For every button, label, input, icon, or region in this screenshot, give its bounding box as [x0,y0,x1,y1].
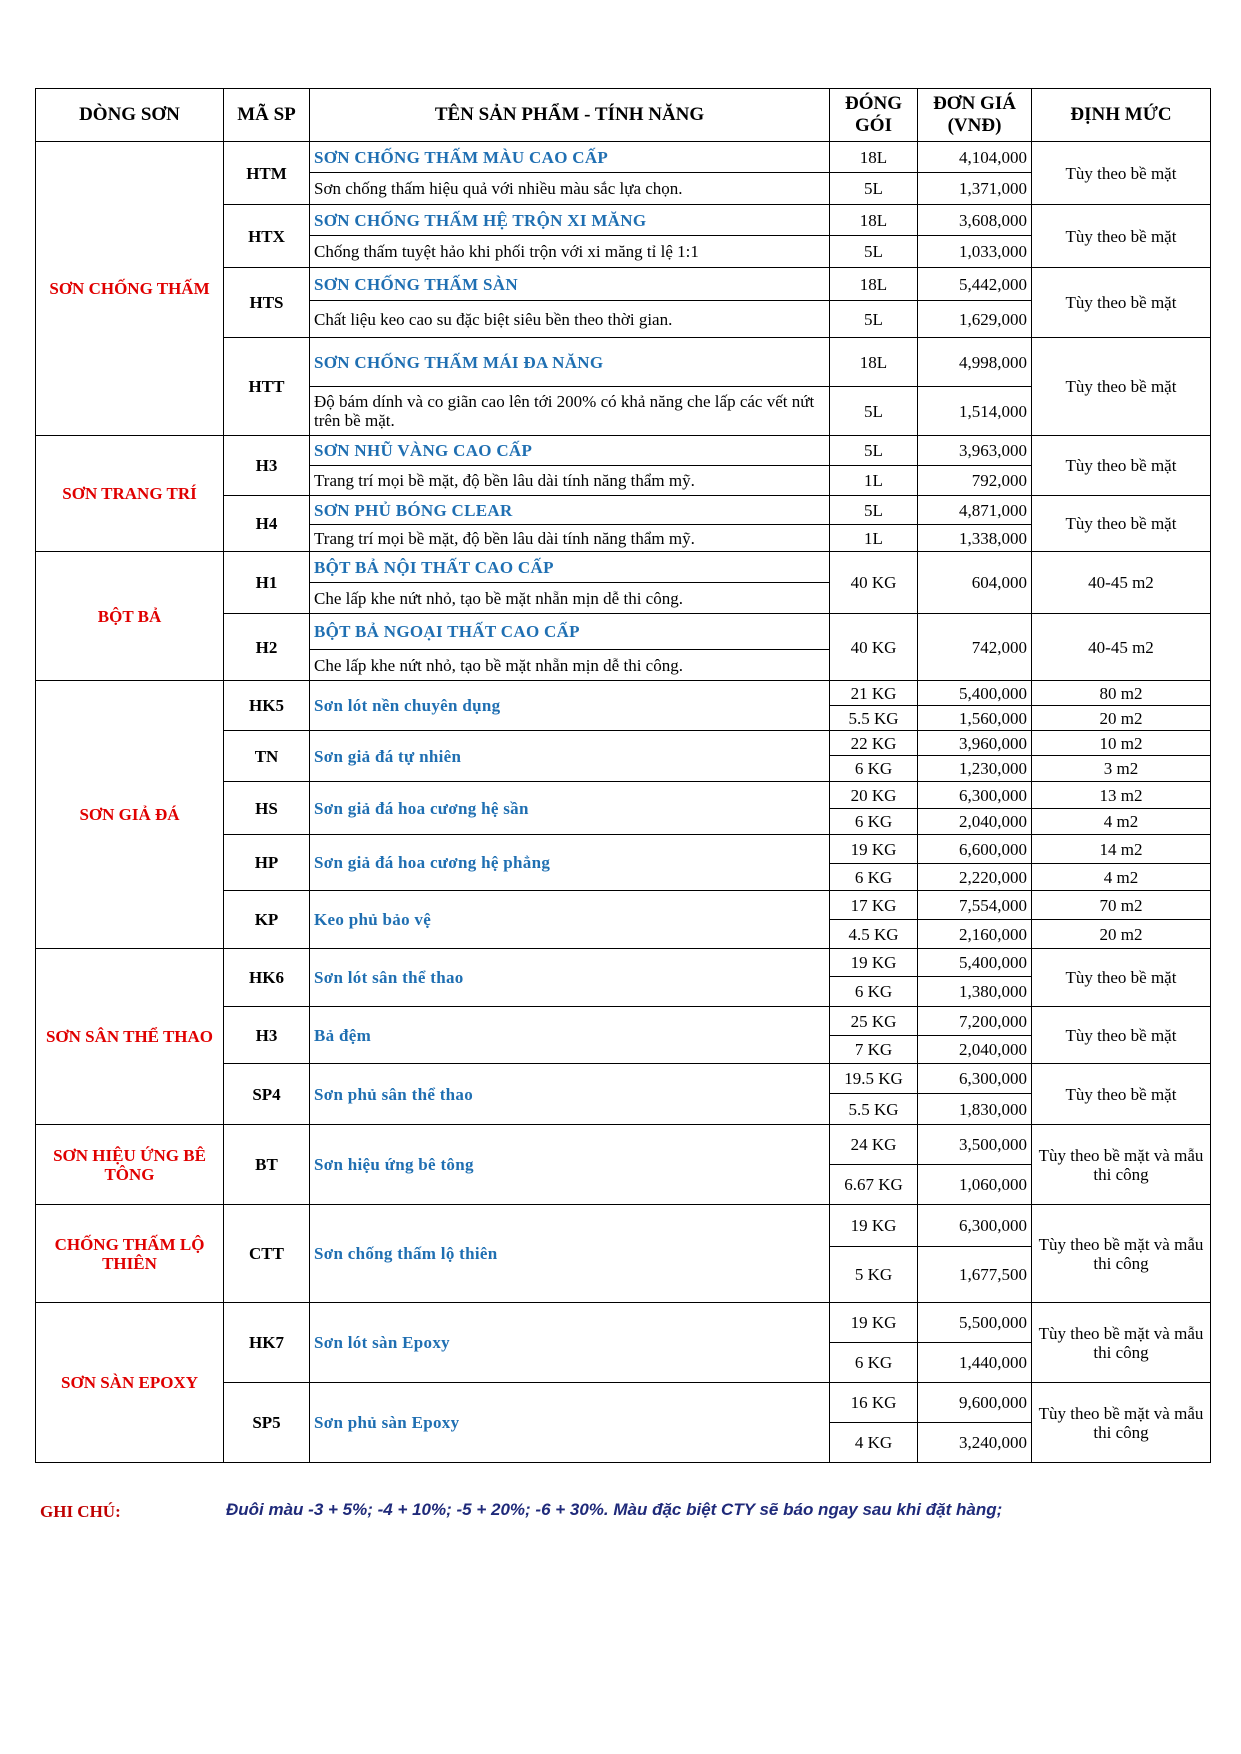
product-name: Keo phủ bảo vệ [310,891,830,949]
unit-price: 1,338,000 [918,525,1032,552]
unit-price: 3,240,000 [918,1423,1032,1463]
product-name: SƠN CHỐNG THẤM HỆ TRỘN XI MĂNG [310,205,830,236]
unit-price: 5,442,000 [918,268,1032,301]
product-code: HK6 [224,949,310,1007]
product-code: SP4 [224,1064,310,1125]
table-row [36,436,1211,466]
package-size: 21 KG [830,681,918,706]
unit-price: 1,830,000 [918,1094,1032,1125]
product-description: Độ bám dính và co giãn cao lên tới 200% có khả năng che lấp các vết nứt trên bề mặt. [310,387,830,436]
category-bot-ba: BỘT BẢ [36,552,224,681]
package-size: 18L [830,338,918,387]
coverage-norm: Tùy theo bề mặt [1032,496,1211,552]
product-name: Sơn giả đá hoa cương hệ sần [310,782,830,835]
product-code: HTT [224,338,310,436]
unit-price: 1,514,000 [918,387,1032,436]
unit-price: 1,371,000 [918,173,1032,205]
product-code: H1 [224,552,310,614]
product-code: SP5 [224,1383,310,1463]
package-size: 4.5 KG [830,920,918,949]
note-text: Đuôi màu -3 + 5%; -4 + 10%; -5 + 20%; -6 + 30%. Màu đặc biệt CTY sẽ báo ngay sau khi đặt hàng; [226,1500,1003,1519]
product-description: Sơn chống thấm hiệu quả với nhiều màu sắc lựa chọn. [310,173,830,205]
package-size: 5.5 KG [830,706,918,731]
col-header-dong-goi: ĐÓNG GÓI [830,89,918,142]
unit-price: 792,000 [918,466,1032,496]
coverage-norm: Tùy theo bề mặt và mẫu thi công [1032,1303,1211,1383]
coverage-norm: Tùy theo bề mặt [1032,205,1211,268]
package-size: 6 KG [830,977,918,1007]
table-row [36,1125,1211,1165]
package-size: 1L [830,525,918,552]
package-size: 5L [830,496,918,525]
unit-price: 3,963,000 [918,436,1032,466]
unit-price: 5,400,000 [918,949,1032,977]
unit-price: 4,104,000 [918,142,1032,173]
category-son-gia-da: SƠN GIẢ ĐÁ [36,681,224,949]
coverage-norm: 20 m2 [1032,706,1211,731]
unit-price: 1,677,500 [918,1247,1032,1303]
unit-price: 6,600,000 [918,835,1032,864]
unit-price: 604,000 [918,552,1032,614]
product-description: Chống thấm tuyệt hảo khi phối trộn với xi măng tỉ lệ 1:1 [310,236,830,268]
category-son-trang-tri: SƠN TRANG TRÍ [36,436,224,552]
coverage-norm: 40-45 m2 [1032,552,1211,614]
package-size: 6 KG [830,809,918,835]
package-size: 16 KG [830,1383,918,1423]
product-code: H4 [224,496,310,552]
unit-price: 1,230,000 [918,756,1032,782]
product-description: Trang trí mọi bề mặt, độ bền lâu dài tính năng thẩm mỹ. [310,525,830,552]
product-code: KP [224,891,310,949]
table-row [36,552,1211,583]
coverage-norm: Tùy theo bề mặt [1032,1007,1211,1064]
product-code: HK7 [224,1303,310,1383]
col-header-ma-sp: MÃ SP [224,89,310,142]
unit-price: 5,500,000 [918,1303,1032,1343]
unit-price: 742,000 [918,614,1032,681]
table-row [36,1205,1211,1247]
package-size: 5.5 KG [830,1094,918,1125]
product-name: Sơn phủ sân thể thao [310,1064,830,1125]
product-name: Sơn lót nền chuyên dụng [310,681,830,731]
package-size: 6 KG [830,864,918,891]
package-size: 1L [830,466,918,496]
header-row [36,89,1211,142]
package-size: 40 KG [830,552,918,614]
category-son-hieu-ung-be-tong: SƠN HIỆU ỨNG BÊ TÔNG [36,1125,224,1205]
category-chong-tham-lo-thien: CHỐNG THẤM LỘ THIÊN [36,1205,224,1303]
package-size: 19 KG [830,1303,918,1343]
product-name: SƠN PHỦ BÓNG CLEAR [310,496,830,525]
package-size: 25 KG [830,1007,918,1036]
package-size: 19 KG [830,1205,918,1247]
coverage-norm: 20 m2 [1032,920,1211,949]
product-name: SƠN CHỐNG THẤM MÀU CAO CẤP [310,142,830,173]
product-code: HS [224,782,310,835]
package-size: 5 KG [830,1247,918,1303]
unit-price: 2,160,000 [918,920,1032,949]
coverage-norm: Tùy theo bề mặt [1032,338,1211,436]
table-row [36,1303,1211,1343]
product-name: Sơn giả đá tự nhiên [310,731,830,782]
coverage-norm: Tùy theo bề mặt [1032,1064,1211,1125]
product-code: BT [224,1125,310,1205]
unit-price: 9,600,000 [918,1383,1032,1423]
col-header-don-gia: ĐƠN GIÁ (VNĐ) [918,89,1032,142]
package-size: 24 KG [830,1125,918,1165]
product-code: HTM [224,142,310,205]
package-size: 6 KG [830,1343,918,1383]
col-header-dong-son: DÒNG SƠN [36,89,224,142]
package-size: 18L [830,205,918,236]
package-size: 5L [830,387,918,436]
coverage-norm: 4 m2 [1032,809,1211,835]
price-list-table [35,88,1211,1463]
product-code: HTX [224,205,310,268]
unit-price: 4,871,000 [918,496,1032,525]
product-name: SƠN CHỐNG THẤM MÁI ĐA NĂNG [310,338,830,387]
unit-price: 6,300,000 [918,1205,1032,1247]
unit-price: 2,040,000 [918,1036,1032,1064]
unit-price: 3,960,000 [918,731,1032,756]
package-size: 18L [830,142,918,173]
product-name: BỘT BẢ NỘI THẤT CAO CẤP [310,552,830,583]
product-code: H3 [224,1007,310,1064]
unit-price: 1,440,000 [918,1343,1032,1383]
package-size: 5L [830,301,918,338]
product-code: HK5 [224,681,310,731]
product-name: Bả đệm [310,1007,830,1064]
unit-price: 3,608,000 [918,205,1032,236]
package-size: 19 KG [830,835,918,864]
product-code: H2 [224,614,310,681]
unit-price: 1,560,000 [918,706,1032,731]
product-code: HP [224,835,310,891]
product-name: BỘT BẢ NGOẠI THẤT CAO CẤP [310,614,830,650]
product-name: SƠN CHỐNG THẤM SÀN [310,268,830,301]
package-size: 6 KG [830,756,918,782]
product-name: Sơn lót sàn Epoxy [310,1303,830,1383]
product-code: TN [224,731,310,782]
coverage-norm: 3 m2 [1032,756,1211,782]
product-description: Che lấp khe nứt nhỏ, tạo bề mặt nhẵn mịn dễ thi công. [310,583,830,614]
package-size: 18L [830,268,918,301]
package-size: 6.67 KG [830,1165,918,1205]
unit-price: 1,629,000 [918,301,1032,338]
unit-price: 1,033,000 [918,236,1032,268]
category-son-san-epoxy: SƠN SÀN EPOXY [36,1303,224,1463]
product-code: CTT [224,1205,310,1303]
unit-price: 4,998,000 [918,338,1032,387]
unit-price: 3,500,000 [918,1125,1032,1165]
package-size: 5L [830,173,918,205]
package-size: 19 KG [830,949,918,977]
unit-price: 7,200,000 [918,1007,1032,1036]
product-name: Sơn lót sân thể thao [310,949,830,1007]
col-header-ten-san-pham: TÊN SẢN PHẨM - TÍNH NĂNG [310,89,830,142]
coverage-norm: 4 m2 [1032,864,1211,891]
coverage-norm: 14 m2 [1032,835,1211,864]
coverage-norm: Tùy theo bề mặt [1032,268,1211,338]
package-size: 17 KG [830,891,918,920]
unit-price: 6,300,000 [918,1064,1032,1094]
coverage-norm: Tùy theo bề mặt và mẫu thi công [1032,1125,1211,1205]
product-description: Chất liệu keo cao su đặc biệt siêu bền theo thời gian. [310,301,830,338]
coverage-norm: Tùy theo bề mặt và mẫu thi công [1032,1383,1211,1463]
unit-price: 1,060,000 [918,1165,1032,1205]
product-name: Sơn hiệu ứng bê tông [310,1125,830,1205]
product-name: Sơn giả đá hoa cương hệ phẳng [310,835,830,891]
unit-price: 2,220,000 [918,864,1032,891]
coverage-norm: 70 m2 [1032,891,1211,920]
unit-price: 7,554,000 [918,891,1032,920]
category-son-chong-tham: SƠN CHỐNG THẤM [36,142,224,436]
product-code: H3 [224,436,310,496]
category-son-san-the-thao: SƠN SÂN THỂ THAO [36,949,224,1125]
coverage-norm: 40-45 m2 [1032,614,1211,681]
package-size: 7 KG [830,1036,918,1064]
package-size: 19.5 KG [830,1064,918,1094]
product-name: Sơn chống thấm lộ thiên [310,1205,830,1303]
package-size: 20 KG [830,782,918,809]
product-description: Che lấp khe nứt nhỏ, tạo bề mặt nhẵn mịn dễ thi công. [310,650,830,681]
unit-price: 5,400,000 [918,681,1032,706]
coverage-norm: Tùy theo bề mặt và mẫu thi công [1032,1205,1211,1303]
package-size: 5L [830,236,918,268]
table-row [36,949,1211,977]
coverage-norm: 80 m2 [1032,681,1211,706]
table-row [36,142,1211,173]
unit-price: 6,300,000 [918,782,1032,809]
col-header-dinh-muc: ĐỊNH MỨC [1032,89,1211,142]
coverage-norm: 13 m2 [1032,782,1211,809]
product-name: Sơn phủ sàn Epoxy [310,1383,830,1463]
product-description: Trang trí mọi bề mặt, độ bền lâu dài tính năng thẩm mỹ. [310,466,830,496]
product-name: SƠN NHŨ VÀNG CAO CẤP [310,436,830,466]
unit-price: 2,040,000 [918,809,1032,835]
coverage-norm: Tùy theo bề mặt [1032,142,1211,205]
package-size: 40 KG [830,614,918,681]
note-label: GHI CHÚ: [40,1502,121,1521]
package-size: 22 KG [830,731,918,756]
unit-price: 1,380,000 [918,977,1032,1007]
package-size: 5L [830,436,918,466]
product-code: HTS [224,268,310,338]
coverage-norm: Tùy theo bề mặt [1032,949,1211,1007]
table-row [36,681,1211,706]
package-size: 4 KG [830,1423,918,1463]
coverage-norm: Tùy theo bề mặt [1032,436,1211,496]
coverage-norm: 10 m2 [1032,731,1211,756]
